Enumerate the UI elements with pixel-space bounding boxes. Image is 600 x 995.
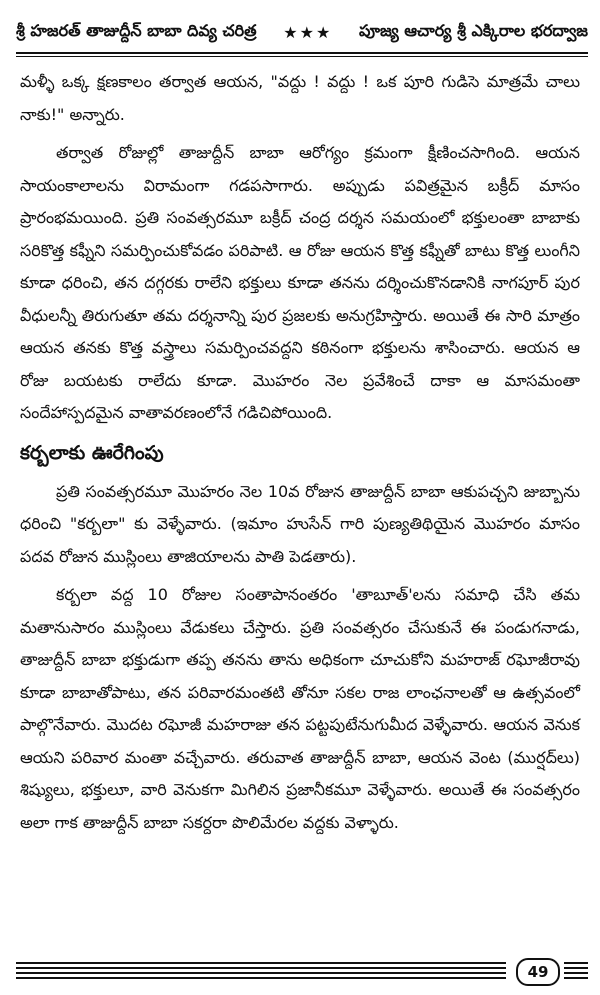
section-heading: కర్బలాకు ఊరేగింపు xyxy=(20,441,164,464)
paragraph-muharram: ప్రతి సంవత్సరమూ మొహరం నెల 10వ రోజున తాజుద్దీన్ బాబా ఆకుపచ్చని జుబ్బాను ధరించి "కర్బలా" కు వెళ్ళేవారు. (ఇమాం హుసేన్ గారి పుణ్యతిథియైన మొహరం మాసం పదవ రోజున ముస్లింలు తాజియాలను పాతి పెడతారు). xyxy=(20,481,580,566)
footer-rules xyxy=(16,962,506,982)
paragraph-continuation: మళ్ళీ ఒక్క క్షణకాలం తర్వాత ఆయన, "వద్దు ! వద్దు ! ఒక పూరి గుడిసె మాత్రమే చాలు నాకు!" అన్నారు. xyxy=(20,72,580,124)
header-rule xyxy=(16,52,588,54)
page-body xyxy=(20,66,580,845)
paragraph-procession: కర్బలా వద్ద 10 రోజుల సంతాపానంతరం 'తాబూత్'లను సమాధి చేసి తమ మతానుసారం ముస్లింలు వేడుకలు చేస్తారు. ప్రతి సంవత్సరం చేసుకునే ఈ పండుగనాడు, తాజుద్దీన్ బాబా భక్తుడుగా తప్ప తనను తాను అధికంగా చూచుకోని మహరాజ్ రఘోజీరావు కూడా బాబాతోపాటు, తన పరివారమంతటి తోనూ సకల రాజ లాంఛనాలతో ఆ ఉత్సవంలో పాల్గొనేవారు. మొదట రఘోజీ మహరాజు తన పట్టపుటేనుగుమీద వెళ్ళేవారు. ఆయన వెనుక ఆయని పరివార మంతా వచ్చేవారు. తరువాత తాజుద్దీన్ బాబా, ఆయన వెంట (ముర్షద్‌లు) శిష్యులు, భక్తులూ, వారి వెనుకగా మిగిలిన ప్రజానీకమూ వెళ్ళేవారు. అయితే ఈ సంవత్సరం అలా గాక తాజుద్దీన్ బాబా సకర్దరా పొలిమేరల వద్దకు వెళ్ళారు. xyxy=(20,585,580,832)
paragraph-bakrid: తర్వాత రోజుల్లో తాజుద్దీన్ బాబా ఆరోగ్యం క్రమంగా క్షీణించసాగింది. ఆయన సాయంకాలాలను విరామంగా గడపసాగారు. అప్పుడు పవిత్రమైన బక్రీద్ మాసం ప్రారంభమయింది. ప్రతి సంవత్సరమూ బక్రీద్ చంద్ర దర్శన సమయంలో భక్తులంతా బాబాకు సరికొత్త కఫ్నీని సమర్పించుకోవడం పరిపాటి. ఆ రోజు ఆయన కొత్త కఫ్నీతో బాటు కొత్త లుంగీని కూడా ధరించి, తన దగ్గరకు రాలేని భక్తులు కూడా తనను దర్శించుకొనడానికి నాగపూర్ పుర వీధులన్నీ తిరుగుతూ తమ దర్శనాన్ని పుర ప్రజలకు అనుగ్రహిస్తారు. అయితే ఈ సారి మాత్రం ఆయన తనకు కొత్త వస్త్రాలు సమర్పించవద్దని కఠినంగా భక్తులను శాసించారు. ఆయన ఆ రోజు బయటకు రాలేదు కూడా. మొహరం నెల ప్రవేశించే దాకా ఆ మాసమంతా సందేహాస్పదమైన వాతావరణంలోనే గడిచిపోయింది. xyxy=(20,143,580,422)
header-stars: ★★★ xyxy=(283,22,333,42)
header-book-title: శ్రీ హజరత్ తాజుద్దీన్ బాబా దివ్య చరిత్ర xyxy=(16,20,257,40)
header-author: పూజ్య ఆచార్య శ్రీ ఎక్కిరాల భరద్వాజ xyxy=(359,20,588,40)
page-footer xyxy=(16,958,588,986)
footer-rules-right xyxy=(564,962,588,982)
header-rule-thin xyxy=(16,56,588,57)
page-number: 49 xyxy=(516,958,560,986)
running-header xyxy=(16,14,588,50)
